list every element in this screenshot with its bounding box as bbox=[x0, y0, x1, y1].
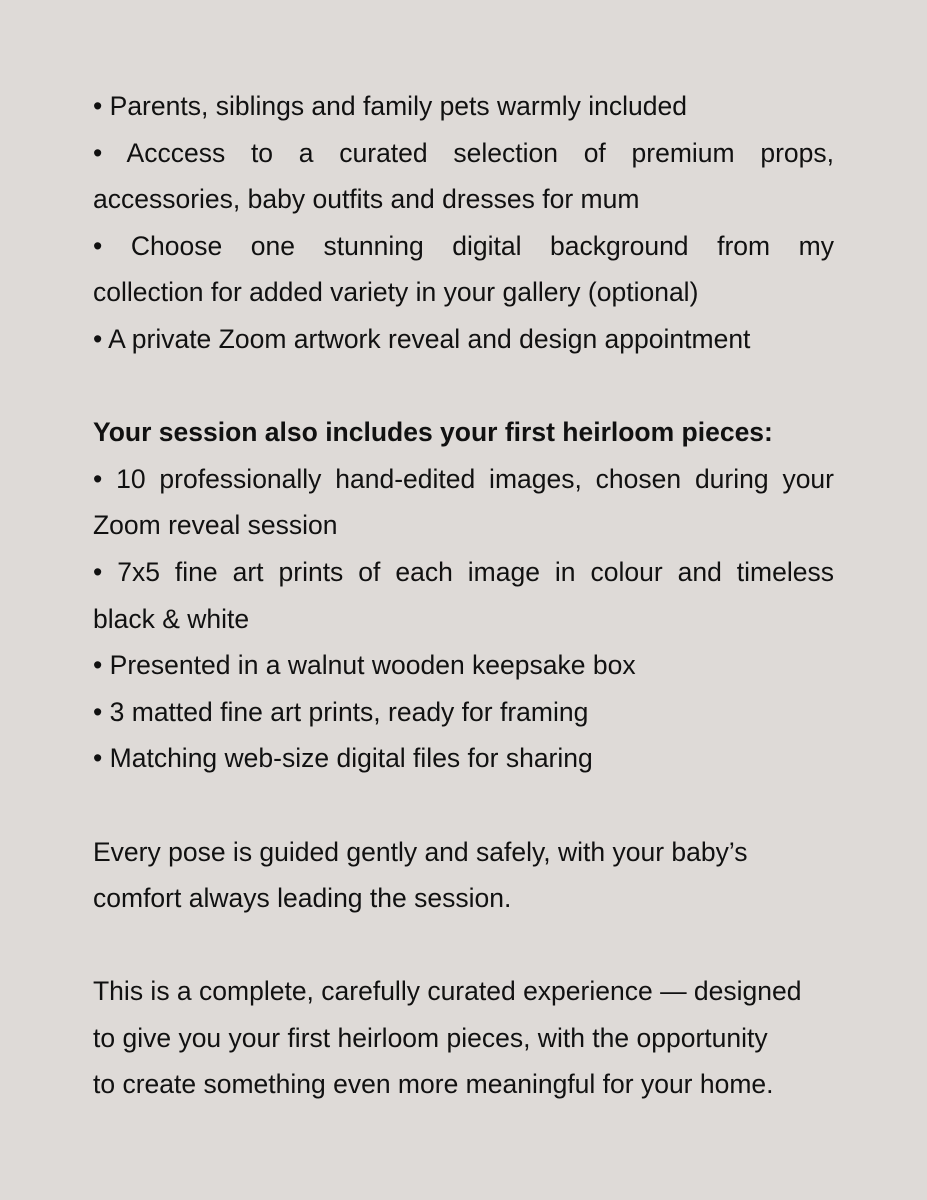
spacer bbox=[93, 922, 834, 969]
list-item-fine-art-prints-continued: black & white bbox=[93, 603, 250, 634]
paragraph-line: to give you your first heirloom pieces, with the opportunity bbox=[93, 1022, 768, 1053]
paragraph-line: to create something even more meaningful for your home. bbox=[93, 1069, 774, 1100]
list-item-fine-art-prints: • 7x5 fine art prints of each image in colour and timeless bbox=[93, 556, 834, 587]
paragraph-line: This is a complete, carefully curated experience — designed bbox=[93, 976, 802, 1007]
list-item-matted-prints: • 3 matted fine art prints, ready for framing bbox=[93, 696, 589, 727]
list-item-edited-images-continued: Zoom reveal session bbox=[93, 510, 338, 541]
paragraph-line: comfort always leading the session. bbox=[93, 883, 512, 914]
list-item-digital-files: • Matching web-size digital files for sharing bbox=[93, 743, 593, 774]
list-item-props-access: • Acccess to a curated selection of premium props, bbox=[93, 137, 834, 168]
list-item-zoom-reveal: • A private Zoom artwork reveal and design appointment bbox=[93, 323, 751, 354]
list-item-family-included: • Parents, siblings and family pets warmly included bbox=[93, 91, 688, 121]
closing-paragraph bbox=[93, 968, 834, 1108]
list-item-edited-images: • 10 professionally hand-edited images, chosen during your bbox=[93, 463, 834, 494]
list-item-digital-background: • Choose one stunning digital background from my bbox=[93, 230, 834, 261]
spacer bbox=[93, 782, 834, 829]
paragraph-line: Every pose is guided gently and safely, with your baby’s bbox=[93, 836, 748, 867]
list-item-props-access-continued: accessories, baby outfits and dresses for mum bbox=[93, 184, 640, 215]
heirloom-pieces-section bbox=[93, 409, 834, 782]
safety-paragraph bbox=[93, 829, 834, 922]
list-item-digital-background-continued: collection for added variety in your gallery (optional) bbox=[93, 277, 699, 308]
list-item-keepsake-box: • Presented in a walnut wooden keepsake box bbox=[93, 650, 636, 681]
heirloom-heading: Your session also includes your first heirloom pieces: bbox=[93, 417, 773, 448]
spacer bbox=[93, 363, 834, 410]
session-features-list bbox=[93, 83, 834, 363]
